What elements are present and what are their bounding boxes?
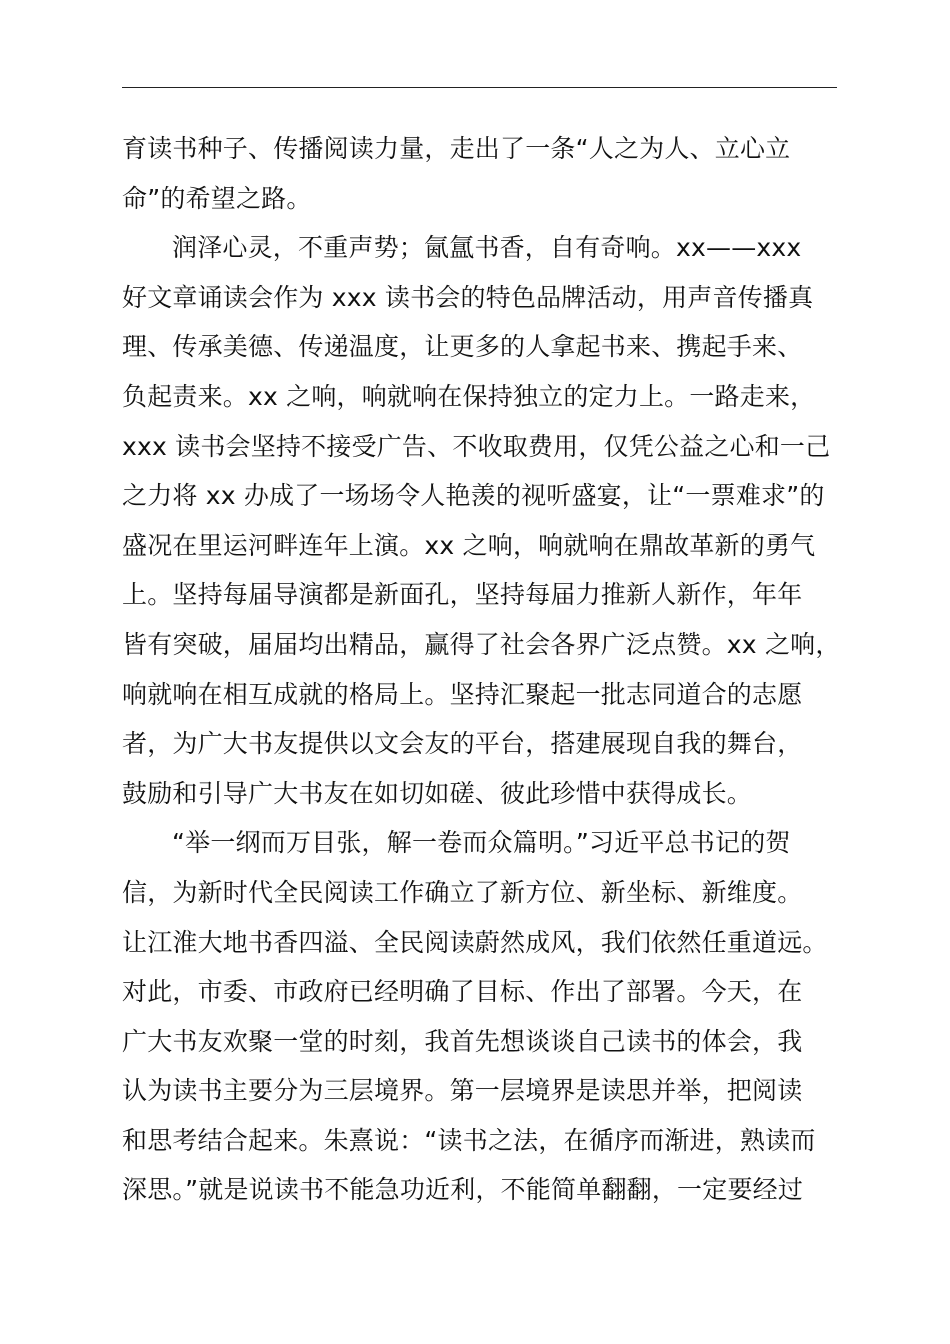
text-line: 皆有突破，届届均出精品，赢得了社会各界广泛点赞。xx 之响， [122,629,841,659]
text-line: 认为读书主要分为三层境界。第一层境界是读思并举，把阅读 [122,1076,803,1106]
text-line: 盛况在里运河畔连年上演。xx 之响，响就响在鼎故革新的勇气 [122,530,816,560]
text-line: 和思考结合起来。朱熹说：“读书之法，在循序而渐进，熟读而 [122,1125,816,1155]
text-line: xxx 读书会坚持不接受广告、不收取费用，仅凭公益之心和一己 [122,431,831,461]
text-line: 鼓励和引导广大书友在如切如磋、彼此珍惜中获得成长。 [122,778,753,808]
text-line: 育读书种子、传播阅读力量，走出了一条“人之为人、立心立 [122,134,791,163]
text-line: 让江淮大地书香四溢、全民阅读蔚然成风，我们依然任重道远。 [122,927,828,957]
text-line: 上。坚持每届导演都是新面孔，坚持每届力推新人新作，年年 [122,580,803,610]
text-line: 之力将 xx 办成了一场场令人艳羡的视听盛宴，让“一票难求”的 [122,481,825,511]
text-line: 广大书友欢聚一堂的时刻，我首先想谈谈自己读书的体会，我 [122,1026,803,1056]
text-line: 对此，市委、市政府已经明确了目标、作出了部署。今天，在 [122,977,803,1007]
paragraph-start-line: 润泽心灵，不重声势；氤氲书香，自有奇响。xx——xxx [172,233,802,263]
text-line: 信，为新时代全民阅读工作确立了新方位、新坐标、新维度。 [122,877,803,907]
header-rule [122,87,837,88]
text-line: 负起责来。xx 之响，响就响在保持独立的定力上。一路走来， [122,381,816,411]
text-line: 响就响在相互成就的格局上。坚持汇聚起一批志同道合的志愿 [122,679,803,709]
text-line: 命”的希望之路。 [122,183,312,213]
text-line: 深思。”就是说读书不能急功近利，不能简单翻翻，一定要经过 [122,1175,804,1205]
text-line: 好文章诵读会作为 xxx 读书会的特色品牌活动，用声音传播真 [122,282,814,312]
body-text [122,124,852,1215]
paragraph-start-line: “举一纲而万目张，解一卷而众篇明。”习近平总书记的贺 [172,828,791,858]
text-line: 理、传承美德、传递温度，让更多的人拿起书来、携起手来、 [122,332,803,362]
text-line: 者，为广大书友提供以文会友的平台，搭建展现自我的舞台， [122,729,803,759]
